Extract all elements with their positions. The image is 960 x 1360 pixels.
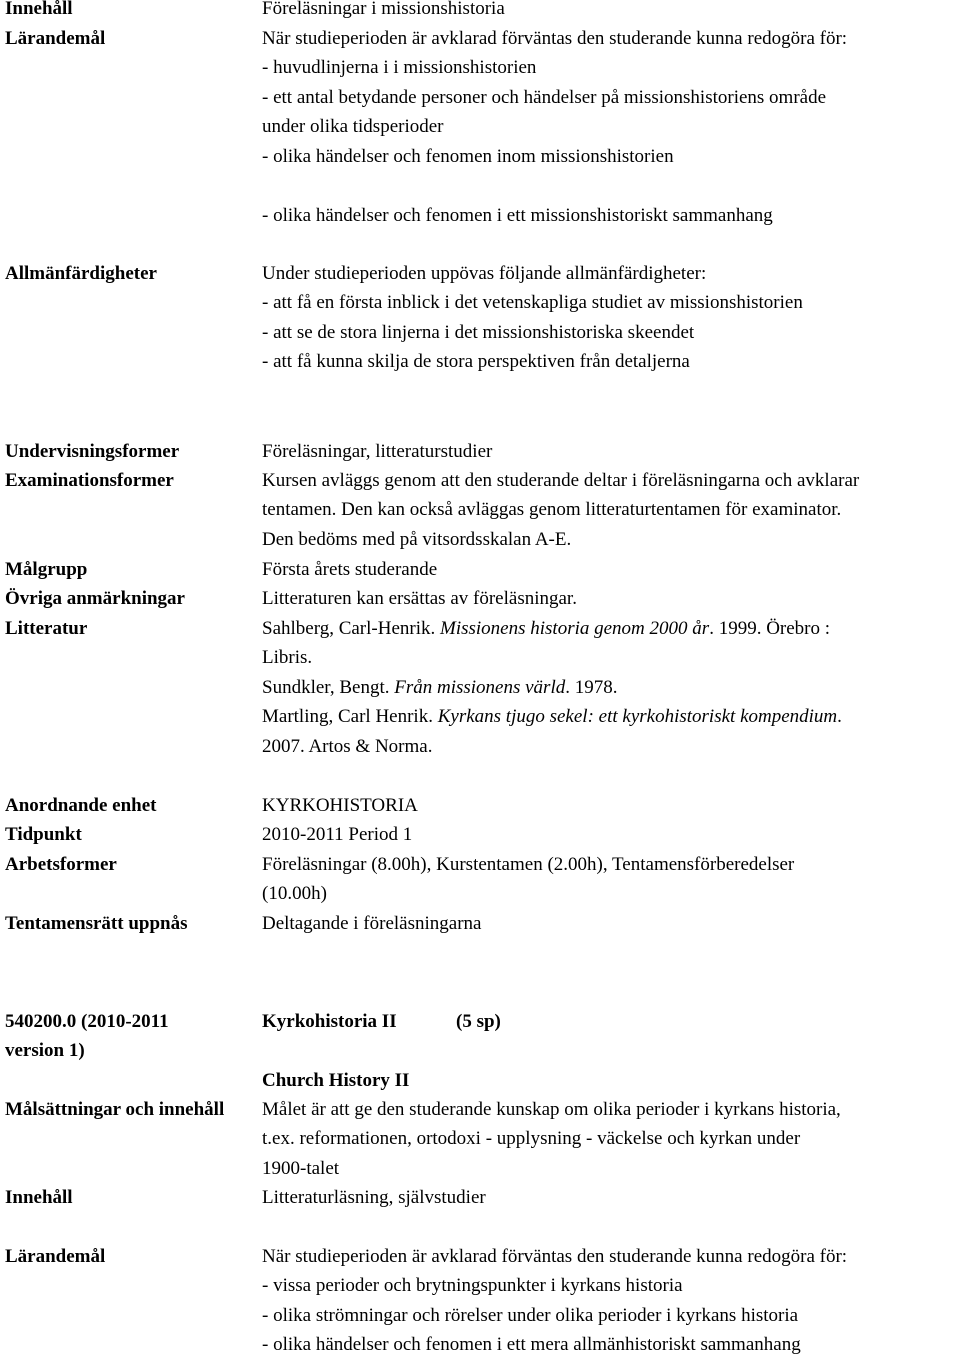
larandemal-line: - ett antal betydande personer och händelser på missionshistoriens område	[262, 86, 827, 108]
reference-3	[262, 702, 958, 731]
malgrupp-value: Första årets studerande	[262, 559, 438, 580]
examinationsformer-value	[262, 466, 958, 554]
anordnande-label: Anordnande enhet	[5, 795, 157, 816]
litteratur-value	[262, 614, 958, 761]
tidpunkt-value: 2010-2011 Period 1	[262, 824, 413, 845]
larandemal-line: under olika tidsperioder	[262, 116, 444, 138]
anordnande-value: KYRKOHISTORIA	[262, 795, 418, 816]
reference-author: Martling, Carl Henrik.	[262, 706, 438, 728]
malsattningar-label: Målsättningar och innehåll	[5, 1099, 225, 1120]
malsattningar-line: t.ex. reformationen, ortodoxi - upplysning - väckelse och kyrkan under	[262, 1128, 801, 1150]
malgrupp-label: Målgrupp	[5, 559, 88, 580]
reference-rest: .	[837, 706, 842, 728]
arbetsformer-value	[262, 850, 958, 909]
examinationsformer-line: tentamen. Den kan också avläggas genom litteraturtentamen för examinator.	[262, 499, 842, 521]
allmanfardigheter-line: - att se de stora linjerna i det missionshistoriska skeendet	[262, 321, 695, 343]
allmanfardigheter-line: Under studieperioden uppövas följande allmänfärdigheter:	[262, 263, 707, 284]
reference-title: Kyrkans tjugo sekel: ett kyrkohistoriskt kompendium	[437, 706, 838, 728]
reference-rest: . 1978.	[565, 676, 618, 698]
larandemal-line: - huvudlinjerna i i missionshistorien	[262, 57, 537, 79]
innehall-value: Föreläsningar i missionshistoria	[262, 0, 505, 19]
allmanfardigheter-line: - att få en första inblick i det vetenskapliga studiet av missionshistorien	[262, 292, 803, 314]
reference-author: Sahlberg, Carl-Henrik.	[262, 618, 440, 639]
larandemal-label: Lärandemål	[5, 28, 106, 49]
allmanfardigheter-label: Allmänfärdigheter	[5, 263, 157, 284]
examinationsformer-line: Den bedöms med på vitsordsskalan A-E.	[262, 528, 572, 550]
allmanfardigheter-value	[262, 259, 958, 377]
course-title: Kyrkohistoria II	[262, 1011, 397, 1032]
reference-3-continued: 2007. Artos & Norma.	[262, 735, 433, 757]
tentamensratt-value: Deltagande i föreläsningarna	[262, 913, 482, 934]
course-english-title: Church History II	[262, 1070, 410, 1091]
arbetsformer-line: (10.00h)	[262, 883, 327, 905]
course-credits: (5 sp)	[456, 1011, 501, 1032]
undervisningsformer-value: Föreläsningar, litteraturstudier	[262, 441, 493, 462]
tentamensratt-label: Tentamensrätt uppnås	[5, 913, 188, 934]
tidpunkt-label: Tidpunkt	[5, 824, 82, 845]
reference-title: Från missionens värld	[394, 676, 566, 698]
course2-larandemal-line: - olika händelser och fenomen i ett mera allmänhistoriskt sammanhang	[262, 1334, 801, 1356]
larandemal-extra-line: - olika händelser och fenomen i ett missionshistoriskt sammanhang	[262, 205, 773, 226]
course-code: 540200.0 (2010-2011	[5, 1011, 169, 1032]
examinationsformer-label: Examinationsformer	[5, 470, 174, 491]
innehall-label: Innehåll	[5, 0, 73, 19]
arbetsformer-label: Arbetsformer	[5, 854, 117, 875]
reference-title: Missionens historia genom 2000 år	[440, 618, 710, 639]
reference-2	[262, 673, 958, 702]
course2-larandemal-value	[262, 1242, 958, 1360]
malsattningar-line: Målet är att ge den studerande kunskap om olika perioder i kyrkans historia,	[262, 1099, 841, 1120]
course2-larandemal-line: - olika strömningar och rörelser under olika perioder i kyrkans historia	[262, 1304, 799, 1326]
reference-author: Sundkler, Bengt.	[262, 676, 395, 698]
malsattningar-line: 1900-talet	[262, 1157, 340, 1179]
ovriga-value: Litteraturen kan ersättas av föreläsningar.	[262, 588, 577, 609]
undervisningsformer-label: Undervisningsformer	[5, 441, 180, 462]
reference-1	[262, 614, 958, 643]
course2-larandemal-label: Lärandemål	[5, 1246, 106, 1267]
course2-larandemal-line: När studieperioden är avklarad förväntas den studerande kunna redogöra för:	[262, 1246, 848, 1267]
examinationsformer-line: Kursen avläggs genom att den studerande deltar i föreläsningarna och avklarar	[262, 470, 860, 491]
course2-innehall-value: Litteraturläsning, självstudier	[262, 1187, 486, 1208]
larandemal-value	[262, 24, 958, 171]
course2-innehall-label: Innehåll	[5, 1187, 73, 1208]
allmanfardigheter-line: - att få kunna skilja de stora perspektiven från detaljerna	[262, 351, 690, 373]
ovriga-label: Övriga anmärkningar	[5, 588, 185, 609]
reference-rest: . 1999. Örebro :	[709, 618, 831, 639]
course2-larandemal-line: - vissa perioder och brytningspunkter i kyrkans historia	[262, 1275, 683, 1297]
reference-1-continued: Libris.	[262, 647, 313, 669]
larandemal-line: - olika händelser och fenomen inom missionshistorien	[262, 145, 674, 167]
litteratur-label: Litteratur	[5, 618, 88, 639]
course-version: version 1)	[5, 1040, 85, 1061]
malsattningar-value	[262, 1095, 958, 1183]
arbetsformer-line: Föreläsningar (8.00h), Kurstentamen (2.00h), Tentamensförberedelser	[262, 854, 795, 875]
larandemal-line: När studieperioden är avklarad förväntas den studerande kunna redogöra för:	[262, 28, 848, 49]
